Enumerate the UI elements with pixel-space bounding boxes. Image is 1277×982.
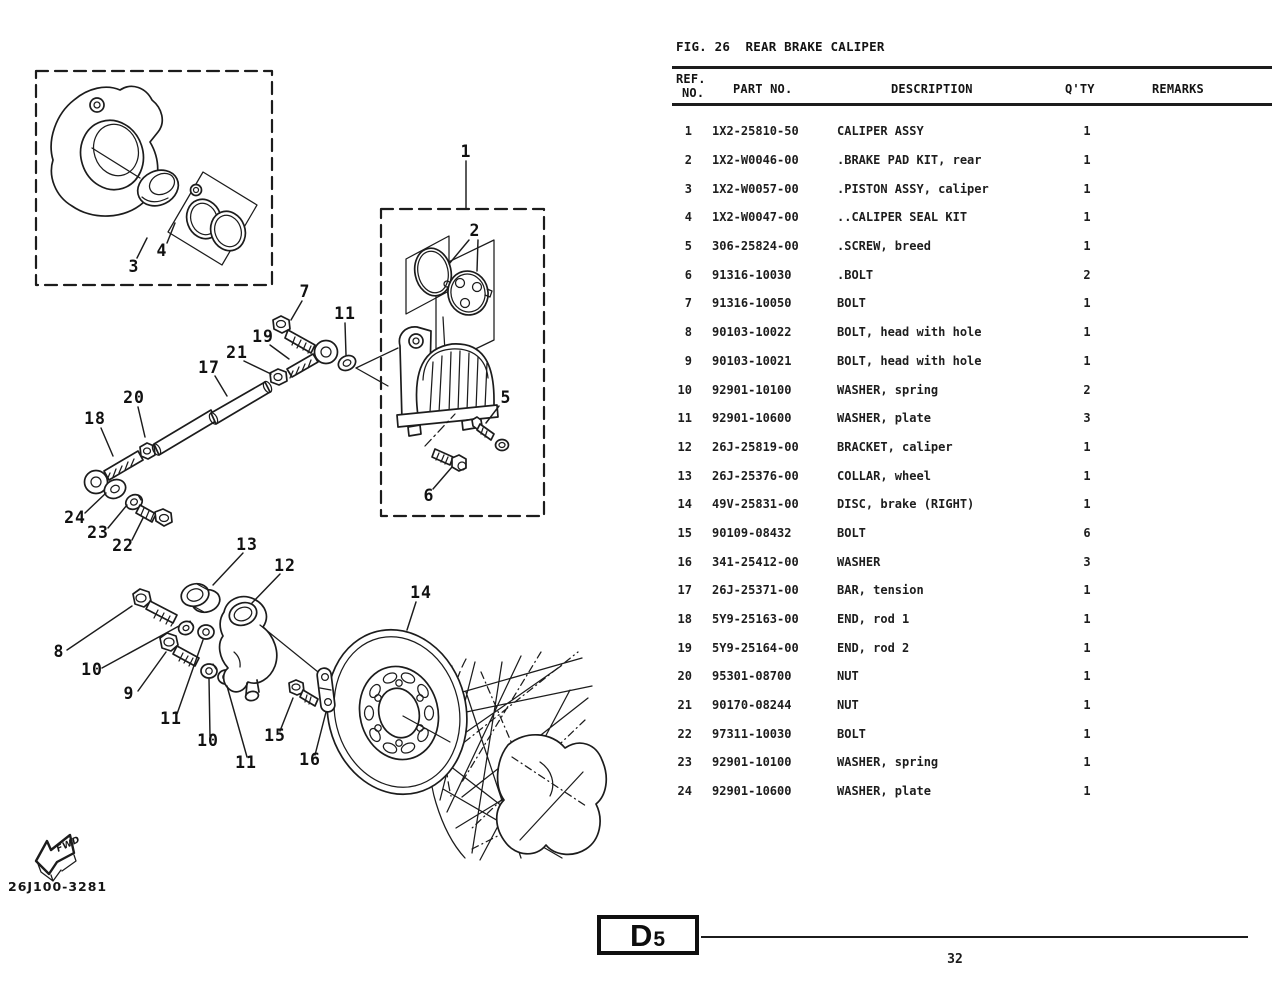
cell-part_no: 90109-08432 <box>712 525 792 540</box>
table-row <box>672 576 1252 605</box>
cell-part_no: 92901-10600 <box>712 784 792 799</box>
callout-leader-line <box>252 574 280 603</box>
wheel-hub <box>497 735 607 855</box>
table-row <box>672 260 1252 289</box>
callout-ref-number: 4 <box>156 241 168 260</box>
cell-qty: 1 <box>1083 669 1091 684</box>
cell-qty: 1 <box>1083 210 1091 225</box>
cell-qty: 1 <box>1083 353 1091 368</box>
caliper-assembly-box <box>381 209 544 516</box>
cell-description: BOLT, head with hole <box>837 325 982 340</box>
cell-part_no: 49V-25831-00 <box>712 497 799 512</box>
callout-leader-line <box>270 345 289 359</box>
callout-ref-number: 11 <box>160 709 182 728</box>
cell-description: BOLT <box>837 296 866 311</box>
callout-leader-line <box>315 712 326 755</box>
callout-ref-number: 6 <box>423 486 435 505</box>
callout-ref-number: 12 <box>274 556 296 575</box>
callout-ref-number: 22 <box>112 536 134 555</box>
section-tab-box <box>597 915 699 955</box>
table-row <box>672 375 1252 404</box>
callout-ref-number: 13 <box>236 535 258 554</box>
cell-qty: 1 <box>1083 468 1091 483</box>
cell-qty: 1 <box>1083 325 1091 340</box>
cell-description: WASHER, plate <box>837 784 931 799</box>
cell-ref: 3 <box>684 181 692 196</box>
callout-ref-number: 14 <box>410 583 432 602</box>
cell-description: BRACKET, caliper <box>837 439 953 454</box>
cell-ref: 2 <box>684 153 692 168</box>
cell-qty: 1 <box>1083 153 1091 168</box>
table-rule-top <box>672 66 1272 69</box>
table-row <box>672 232 1252 261</box>
cell-ref: 5 <box>684 239 692 254</box>
cell-qty: 3 <box>1083 554 1091 569</box>
cell-ref: 22 <box>677 726 692 741</box>
cell-qty: 3 <box>1083 411 1091 426</box>
cell-description: DISC, brake (RIGHT) <box>837 497 975 512</box>
cell-description: .SCREW, breed <box>837 239 931 254</box>
callout-ref-number: 5 <box>500 388 512 407</box>
cell-part_no: 26J-25376-00 <box>712 468 799 483</box>
table-rule-header <box>672 103 1272 106</box>
callout-ref-number: 23 <box>87 523 109 542</box>
cell-description: BOLT, head with hole <box>837 353 982 368</box>
cell-ref: 21 <box>677 698 692 713</box>
table-row <box>672 777 1252 806</box>
cell-ref: 24 <box>677 784 692 799</box>
callout-ref-number: 24 <box>64 508 86 527</box>
table-row <box>672 289 1252 318</box>
cell-part_no: 91316-10050 <box>712 296 792 311</box>
cell-qty: 1 <box>1083 612 1091 627</box>
cell-ref: 1 <box>684 124 692 139</box>
callout-ref-number: 17 <box>198 358 220 377</box>
col-header-qty: Q'TY <box>1065 82 1095 96</box>
cell-qty: 1 <box>1083 755 1091 770</box>
cell-description: NUT <box>837 698 859 713</box>
brake-pad-kit <box>410 245 492 319</box>
cell-qty: 1 <box>1083 296 1091 311</box>
callout-leader-line <box>291 301 302 320</box>
cell-part_no: 1X2-W0047-00 <box>712 210 799 225</box>
cell-description: NUT <box>837 669 859 684</box>
plate-washer-11 <box>198 625 214 639</box>
table-row <box>672 691 1252 720</box>
callout-leader-line <box>138 652 166 691</box>
cell-description: BOLT <box>837 525 866 540</box>
table-row <box>672 117 1252 146</box>
cell-description: BOLT <box>837 726 866 741</box>
figure-title: FIG. 26 REAR BRAKE CALIPER <box>676 39 885 54</box>
table-row <box>672 433 1252 462</box>
brake-disc <box>310 615 484 809</box>
cell-qty: 1 <box>1083 784 1091 799</box>
cell-qty: 2 <box>1083 267 1091 282</box>
cell-part_no: 1X2-25810-50 <box>712 124 799 139</box>
callout-ref-number: 11 <box>235 753 257 772</box>
callout-leader-line <box>345 323 346 355</box>
cell-ref: 14 <box>677 497 692 512</box>
cell-part_no: 95301-08700 <box>712 669 792 684</box>
cell-description: .BRAKE PAD KIT, rear <box>837 153 982 168</box>
table-row <box>672 490 1252 519</box>
callout-leader-line <box>209 679 210 736</box>
callout-ref-number: 10 <box>197 731 219 750</box>
caliper-piston-detail-box <box>36 71 272 285</box>
table-row <box>672 146 1252 175</box>
cell-ref: 4 <box>684 210 692 225</box>
spring-washer-10 <box>177 619 196 636</box>
cell-ref: 13 <box>677 468 692 483</box>
cell-part_no: 341-25412-00 <box>712 554 799 569</box>
table-row <box>672 404 1252 433</box>
cell-qty: 1 <box>1083 698 1091 713</box>
cell-part_no: 97311-10030 <box>712 726 792 741</box>
footer-rule <box>701 936 1248 938</box>
callout-ref-number: 10 <box>81 660 103 679</box>
callout-ref-number: 2 <box>469 221 481 240</box>
cell-ref: 23 <box>677 755 692 770</box>
table-row <box>672 547 1252 576</box>
cell-qty: 1 <box>1083 497 1091 512</box>
plate-washer-11a <box>336 348 398 386</box>
col-header-no: NO. <box>682 86 705 100</box>
table-row <box>672 633 1252 662</box>
parts-table-rows <box>672 117 1252 806</box>
cell-part_no: 92901-10100 <box>712 382 792 397</box>
cell-qty: 1 <box>1083 583 1091 598</box>
cell-description: COLLAR, wheel <box>837 468 931 483</box>
table-row <box>672 203 1252 232</box>
cell-ref: 9 <box>684 353 692 368</box>
cell-ref: 15 <box>677 525 692 540</box>
cell-part_no: 92901-10100 <box>712 755 792 770</box>
callout-ref-number: 19 <box>252 327 274 346</box>
table-row <box>672 719 1252 748</box>
cell-ref: 7 <box>684 296 692 311</box>
table-row <box>672 519 1252 548</box>
cell-description: .BOLT <box>837 267 874 282</box>
callout-ref-number: 3 <box>128 257 140 276</box>
cell-description: WASHER, plate <box>837 411 931 426</box>
cell-part_no: 91316-10030 <box>712 267 792 282</box>
table-row <box>672 174 1252 203</box>
callout-ref-number: 16 <box>299 750 321 769</box>
table-row <box>672 662 1252 691</box>
callout-leader-line <box>137 238 147 258</box>
cell-qty: 1 <box>1083 239 1091 254</box>
section-tab-label: D5 <box>629 917 667 953</box>
cell-ref: 19 <box>677 640 692 655</box>
cell-part_no: 26J-25371-00 <box>712 583 799 598</box>
cell-ref: 12 <box>677 439 692 454</box>
cell-ref: 18 <box>677 612 692 627</box>
nut-21 <box>270 369 287 385</box>
cell-part_no: 90103-10022 <box>712 325 792 340</box>
caliper-bracket-12 <box>220 597 323 702</box>
cell-part_no: 26J-25819-00 <box>712 439 799 454</box>
bolt-7 <box>273 316 315 353</box>
callout-leader-line <box>108 505 127 528</box>
cell-description: BAR, tension <box>837 583 924 598</box>
callout-leader-line <box>227 686 247 757</box>
callout-ref-number: 8 <box>53 642 65 661</box>
bleed-screw-5 <box>472 417 509 451</box>
callout-leader-line <box>138 407 145 437</box>
callout-leader-line <box>213 553 243 585</box>
wheel-collar-13 <box>179 581 223 616</box>
table-row <box>672 748 1252 777</box>
col-header-remarks: REMARKS <box>1152 82 1204 96</box>
col-header-ref: REF. <box>676 72 706 86</box>
table-row <box>672 461 1252 490</box>
callout-leader-line <box>67 606 132 650</box>
callout-ref-number: 11 <box>334 304 356 323</box>
cell-part_no: 5Y9-25163-00 <box>712 612 799 627</box>
col-header-description: DESCRIPTION <box>891 82 973 96</box>
drawing-number: 26J100-3281 <box>8 879 108 894</box>
cell-ref: 17 <box>677 583 692 598</box>
fwd-label: FWD <box>55 835 82 855</box>
mount-bolt-6 <box>432 449 466 471</box>
cell-ref: 20 <box>677 669 692 684</box>
callout-leader-line <box>101 428 113 456</box>
caliper-body <box>397 327 498 436</box>
callout-leader-line <box>433 467 452 489</box>
callout-ref-number: 18 <box>84 409 106 428</box>
caliper-seal-kit <box>168 172 257 265</box>
table-row <box>672 347 1252 376</box>
table-row <box>672 318 1252 347</box>
cell-ref: 6 <box>684 267 692 282</box>
fwd-arrow <box>36 835 82 881</box>
callout-ref-number: 7 <box>299 282 311 301</box>
callout-ref-number: 21 <box>226 343 248 362</box>
cell-part_no: 90170-08244 <box>712 698 792 713</box>
callout-ref-number: 1 <box>460 142 472 161</box>
cell-description: END, rod 1 <box>837 612 910 627</box>
cell-ref: 8 <box>684 325 692 340</box>
callout-leader-line <box>215 376 227 396</box>
cell-ref: 16 <box>677 554 692 569</box>
cell-ref: 10 <box>677 382 692 397</box>
cell-description: END, rod 2 <box>837 640 910 655</box>
bolt-22 <box>136 505 172 526</box>
callout-leader-line <box>85 493 106 513</box>
cell-part_no: 92901-10600 <box>712 411 792 426</box>
cell-qty: 1 <box>1083 124 1091 139</box>
cell-part_no: 1X2-W0057-00 <box>712 181 799 196</box>
table-row <box>672 605 1252 634</box>
cell-part_no: 1X2-W0046-00 <box>712 153 799 168</box>
cell-part_no: 5Y9-25164-00 <box>712 640 799 655</box>
callout-ref-number: 20 <box>123 388 145 407</box>
tension-bar-17 <box>151 380 274 456</box>
cell-qty: 6 <box>1083 525 1091 540</box>
cell-description: WASHER, spring <box>837 382 939 397</box>
cell-ref: 11 <box>677 411 692 426</box>
cell-qty: 1 <box>1083 726 1091 741</box>
callout-leader-line <box>244 361 271 374</box>
cell-qty: 1 <box>1083 640 1091 655</box>
cell-qty: 2 <box>1083 382 1091 397</box>
callout-leader-line <box>407 602 416 630</box>
cell-description: CALIPER ASSY <box>837 124 924 139</box>
callout-leader-line <box>449 240 469 264</box>
cell-part_no: 90103-10021 <box>712 353 792 368</box>
callout-ref-number: 15 <box>264 726 286 745</box>
cell-qty: 1 <box>1083 439 1091 454</box>
cell-qty: 1 <box>1083 181 1091 196</box>
cell-description: .PISTON ASSY, caliper <box>837 181 989 196</box>
col-header-part-no: PART NO. <box>733 82 793 96</box>
callout-ref-number: 9 <box>123 684 135 703</box>
caliper-bracket-assembly <box>133 581 336 713</box>
cell-description: ..CALIPER SEAL KIT <box>837 210 968 225</box>
cell-description: WASHER <box>837 554 881 569</box>
cell-part_no: 306-25824-00 <box>712 239 799 254</box>
page-number: 32 <box>947 952 963 967</box>
cell-description: WASHER, spring <box>837 755 939 770</box>
callout-leader-line <box>477 240 478 271</box>
